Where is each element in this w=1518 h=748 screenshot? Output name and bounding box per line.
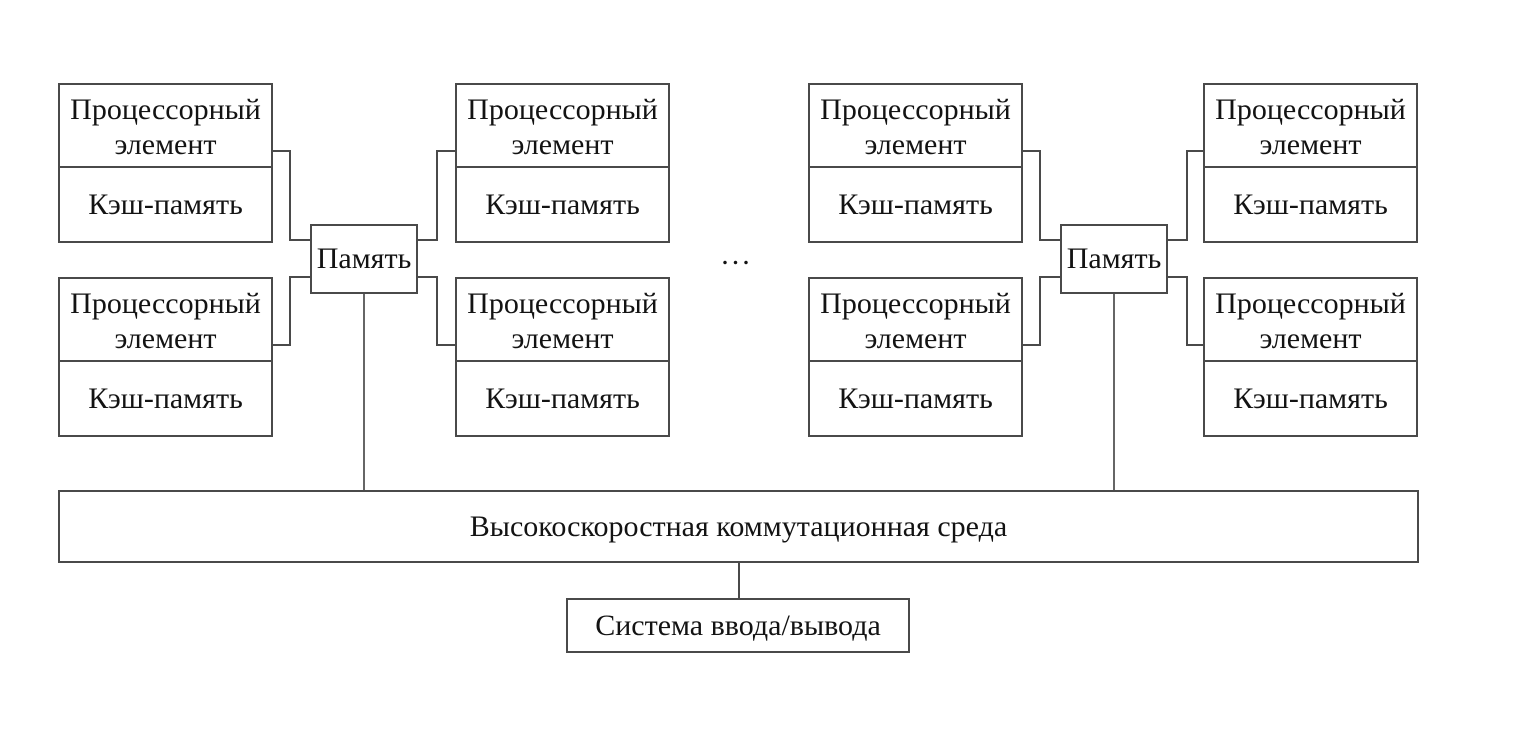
io-box: Система ввода/вывода — [566, 598, 910, 653]
pe-label-line1: Процессорный — [1215, 287, 1406, 320]
pe-label — [810, 279, 1021, 362]
cache-label: Кэш-память — [88, 381, 243, 415]
pe-label — [1205, 85, 1416, 168]
cache-label: Кэш-память — [1233, 381, 1388, 415]
pe-label-line1: Процессорный — [820, 93, 1011, 126]
memory-box-right: Память — [1060, 224, 1168, 294]
pe-box-col2-bottom — [455, 277, 670, 437]
pe-label-line2: элемент — [1259, 128, 1362, 161]
pe-label — [1205, 279, 1416, 362]
pe-label-line1: Процессорный — [467, 287, 658, 320]
pe-box-col4-top — [1203, 83, 1418, 243]
pe-label-line1: Процессорный — [70, 93, 261, 126]
pe-label-line2: элемент — [114, 322, 217, 355]
pe-box-col1-bottom — [58, 277, 273, 437]
pe-box-col2-top — [455, 83, 670, 243]
bus-box: Высокоскоростная коммутационная среда — [58, 490, 1419, 563]
pe-label — [457, 85, 668, 168]
pe-label — [60, 279, 271, 362]
pe-label-line1: Процессорный — [1215, 93, 1406, 126]
pe-label-line2: элемент — [511, 128, 614, 161]
cache-label: Кэш-память — [88, 187, 243, 221]
pe-label-line2: элемент — [864, 128, 967, 161]
pe-label-line1: Процессорный — [467, 93, 658, 126]
pe-label-line1: Процессорный — [70, 287, 261, 320]
pe-box-col3-bottom — [808, 277, 1023, 437]
memory-box-left: Память — [310, 224, 418, 294]
cache-label: Кэш-память — [838, 381, 993, 415]
pe-box-col1-top — [58, 83, 273, 243]
cache-label: Кэш-память — [485, 187, 640, 221]
pe-label — [60, 85, 271, 168]
cache-label: Кэш-память — [485, 381, 640, 415]
ellipsis-separator: ... — [721, 238, 753, 271]
cache-label: Кэш-память — [838, 187, 993, 221]
pe-label — [457, 279, 668, 362]
pe-label-line1: Процессорный — [820, 287, 1011, 320]
pe-label-line2: элемент — [1259, 322, 1362, 355]
pe-box-col4-bottom — [1203, 277, 1418, 437]
pe-label-line2: элемент — [114, 128, 217, 161]
pe-label — [810, 85, 1021, 168]
pe-label-line2: элемент — [864, 322, 967, 355]
pe-box-col3-top — [808, 83, 1023, 243]
cache-label: Кэш-память — [1233, 187, 1388, 221]
pe-label-line2: элемент — [511, 322, 614, 355]
